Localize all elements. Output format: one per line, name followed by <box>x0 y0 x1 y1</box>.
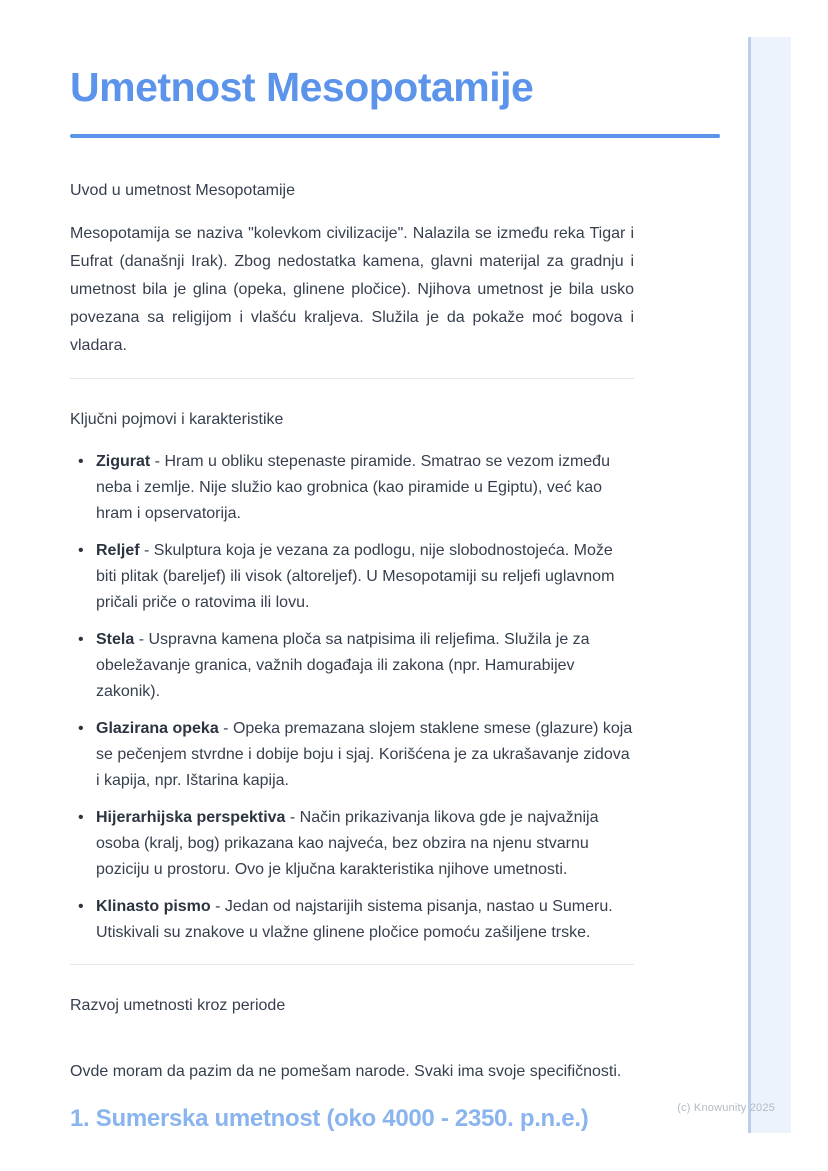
key-term-item <box>70 538 634 616</box>
term-definition: - Skulptura koja je vezana za podlogu, nije slobodnostojeća. Može biti plitak (bareljef) ili visok (altoreljef). U Mesopotamiji su reljefi uglavnom pričali priče o ratovima ili lovu. <box>96 542 615 611</box>
periods-heading: Razvoj umetnosti kroz periode <box>70 997 286 1014</box>
title-underline <box>70 134 720 138</box>
term-label: Zigurat <box>96 453 151 470</box>
document-content <box>70 178 634 1135</box>
term-label: Reljef <box>96 542 140 559</box>
term-definition: - Opeka premazana slojem staklene smese (glazure) koja se pečenjem stvrdne i dobije boju i sjaj. Korišćena je za ukrašavanje zidova i kapija, npr. Ištarina kapija. <box>96 720 633 789</box>
document-page <box>70 0 720 1135</box>
key-term-item <box>70 894 634 946</box>
key-terms-heading: Ključni pojmovi i karakteristike <box>70 411 284 428</box>
section-divider <box>70 964 634 965</box>
term-definition: - Način prikazivanja likova gde je najvažnija osoba (kralj, bog) prikazana kao najveća, bez obzira na njenu stvarnu poziciju u prostoru. Ovo je ključna karakteristika njihove umetnosti. <box>96 809 599 878</box>
term-label: Hijerarhijska perspektiva <box>96 809 286 826</box>
periods-note: Ovde moram da pazim da ne pomešam narode. Svaki ima svoje specifičnosti. <box>70 1063 622 1080</box>
page-title: Umetnost Mesopotamije <box>70 64 534 110</box>
term-label: Stela <box>96 631 135 648</box>
next-page-edge-strip <box>748 37 791 1133</box>
term-label: Klinasto pismo <box>96 898 211 915</box>
section-divider <box>70 378 634 379</box>
term-label: Glazirana opeka <box>96 720 219 737</box>
key-term-item <box>70 627 634 705</box>
key-term-item <box>70 805 634 883</box>
term-definition: - Uspravna kamena ploča sa natpisima ili reljefima. Služila je za obeležavanje granica, važnih događaja ili zakona (npr. Hamurabijev zakonik). <box>96 631 590 700</box>
intro-paragraph: Mesopotamija se naziva "kolevkom civilizacije". Nalazila se između reka Tigar i Eufrat (današnji Irak). Zbog nedostatka kamena, glavni materijal za gradnju i umetnost bila je glina (opeka, glinene pločice). Njihova umetnost je bila usko povezana sa religijom i vlašću kraljeva. Služila je da pokaže moć bogova i vladara. <box>70 225 634 354</box>
subsection-title: 1. Sumerska umetnost (oko 4000 - 2350. p.n.e.) <box>70 1105 589 1132</box>
key-term-item <box>70 716 634 794</box>
intro-lead: Uvod u umetnost Mesopotamije <box>70 182 295 199</box>
key-terms-list <box>70 449 634 946</box>
key-term-item <box>70 449 634 527</box>
term-definition: - Jedan od najstarijih sistema pisanja, nastao u Sumeru. Utiskivali su znakove u vlažne glinene pločice pomoću zašiljene trske. <box>96 898 613 941</box>
term-definition: - Hram u obliku stepenaste piramide. Smatrao se vezom između neba i zemlje. Nije služio kao grobnica (kao piramide u Egiptu), već kao hram i opservatorija. <box>96 453 610 522</box>
footer-copyright: (c) Knowunity 2025 <box>677 1102 775 1114</box>
